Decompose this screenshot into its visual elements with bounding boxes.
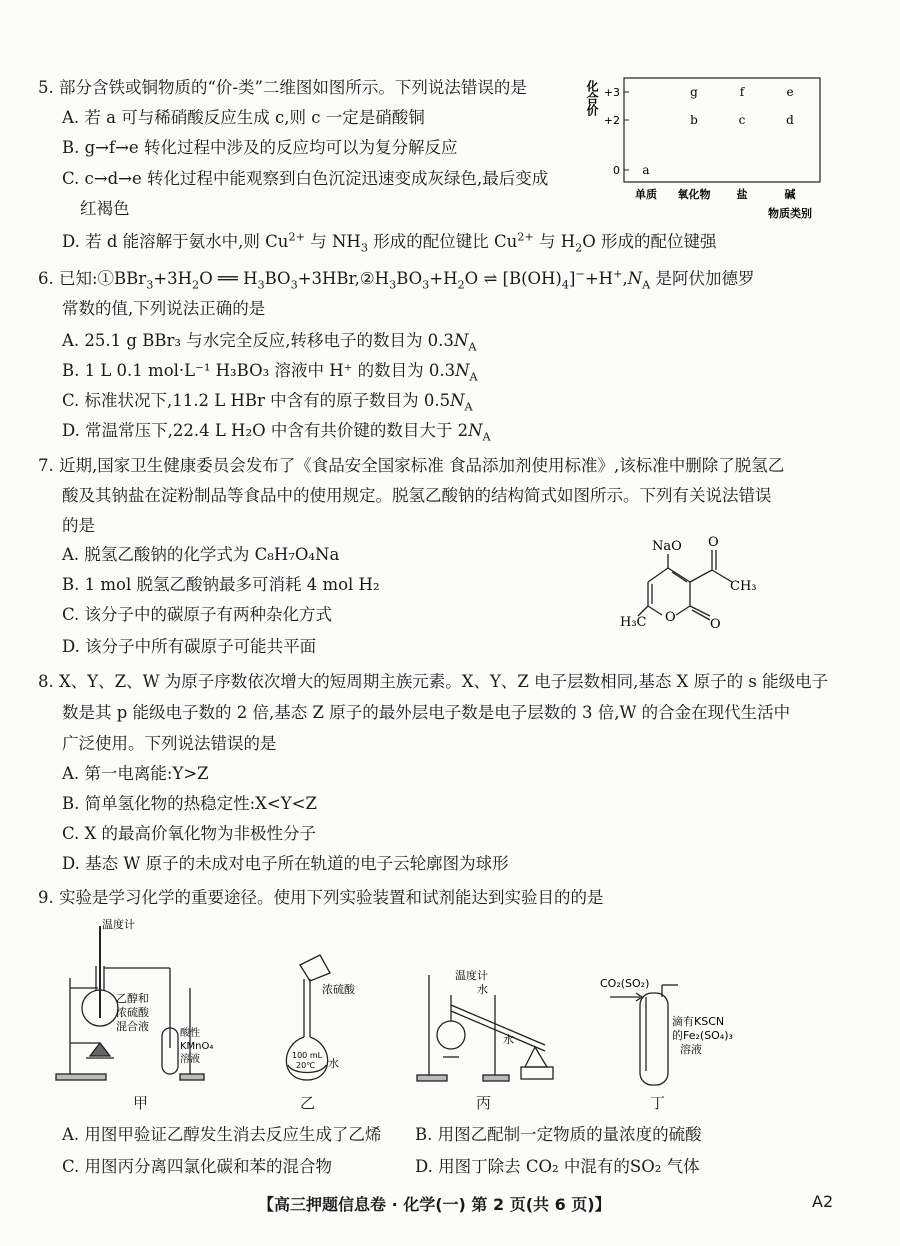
q7-option-b: B. 1 mol 脱氢乙酸钠最多可消耗 4 mol H₂ xyxy=(62,575,380,594)
svg-text:O: O xyxy=(708,535,719,550)
svg-text:100 mL: 100 mL xyxy=(292,1051,323,1060)
svg-text:水: 水 xyxy=(503,1033,514,1046)
q8-stem-line1: 8. X、Y、Z、W 为原子序数依次增大的短周期主族元素。X、Y、Z 电子层数相同,基态 X 原子的 s 能级电子 xyxy=(38,672,829,691)
q7-stem-line2: 酸及其钠盐在淀粉制品等食品中的使用规定。脱氢乙酸钠的结构简式如图所示。下列有关说法错误 xyxy=(62,486,772,505)
q5-option-b: B. g→f→e 转化过程中涉及的反应均可以为复分解反应 xyxy=(62,138,458,157)
q8-stem-line3: 广泛使用。下列说法错误的是 xyxy=(62,734,277,753)
y-tick-label: +2 xyxy=(603,114,620,127)
chart-xlabel: 物质类别 xyxy=(768,207,812,220)
svg-text:溶液: 溶液 xyxy=(180,1054,200,1065)
point-f: f xyxy=(739,85,745,99)
q6-option-a: A. 25.1 g BBr₃ 与水完全反应,转移电子的数目为 $0.3N_A$ xyxy=(62,331,477,354)
paper-code: A2 xyxy=(812,1192,834,1211)
svg-text:H₃C: H₃C xyxy=(620,615,647,630)
svg-text:浓硫酸: 浓硫酸 xyxy=(116,1006,149,1019)
chart-ylabel: 化合价 xyxy=(585,80,599,116)
y-tick-label: 0 xyxy=(613,164,620,177)
caption-jia: 甲 xyxy=(133,1094,149,1112)
x-category-label: 盐 xyxy=(736,188,748,201)
q6-option-d: D. 常温常压下,22.4 L H₂O 中含有共价键的数目大于 $2N_A$ xyxy=(62,421,491,444)
point-g: g xyxy=(690,85,698,99)
svg-text:CO₂(SO₂): CO₂(SO₂) xyxy=(600,977,650,990)
q9-option-d: D. 用图丁除去 CO₂ 中混有的SO₂ 气体 xyxy=(415,1157,700,1176)
q5-option-d: D. 若 d 能溶解于氨水中,则 $Cu^{2+}$ 与 $NH_3$ 形成的配位键比 $Cu^{2+}$ 与 $H_2O$ 形成的配位键强 xyxy=(62,230,717,255)
svg-text:CH₃: CH₃ xyxy=(730,579,757,594)
q7-option-c: C. 该分子中的碳原子有两种杂化方式 xyxy=(62,605,333,624)
svg-text:混合液: 混合液 xyxy=(116,1020,149,1033)
x-category-label: 氧化物 xyxy=(677,188,711,201)
apparatus-ding xyxy=(600,975,750,1085)
valence-category-chart xyxy=(578,70,838,230)
q6-option-b: B. 1 L 0.1 mol·L⁻¹ H₃BO₃ 溶液中 H⁺ 的数目为 $0.3N_A$ xyxy=(62,361,478,384)
q8-option-c: C. X 的最高价氧化物为非极性分子 xyxy=(62,824,317,843)
q7-option-d: D. 该分子中所有碳原子可能共平面 xyxy=(62,637,317,656)
y-tick-label: +3 xyxy=(603,86,620,99)
point-a: a xyxy=(642,163,650,177)
svg-text:溶液: 溶液 xyxy=(680,1043,702,1056)
q9-option-a: A. 用图甲验证乙醇发生消去反应生成了乙烯 xyxy=(62,1125,382,1144)
point-c: c xyxy=(738,113,746,127)
caption-bing: 丙 xyxy=(476,1094,492,1112)
svg-text:温度计: 温度计 xyxy=(455,969,488,982)
svg-text:酸性: 酸性 xyxy=(180,1028,200,1039)
q8-option-a: A. 第一电离能:Y>Z xyxy=(62,764,209,783)
q7-stem-line3: 的是 xyxy=(62,516,95,535)
q8-option-b: B. 简单氢化物的热稳定性:X<Y<Z xyxy=(62,794,317,813)
svg-text:滴有KSCN: 滴有KSCN xyxy=(672,1015,725,1028)
q9-option-b: B. 用图乙配制一定物质的量浓度的硫酸 xyxy=(415,1125,702,1144)
svg-text:NaO: NaO xyxy=(652,539,682,554)
svg-text:浓硫酸: 浓硫酸 xyxy=(322,983,355,996)
apparatus-jia xyxy=(50,918,220,1086)
q9-option-c: C. 用图丙分离四氯化碳和苯的混合物 xyxy=(62,1157,333,1176)
x-category-label: 单质 xyxy=(635,188,657,201)
q8-option-d: D. 基态 W 原子的未成对电子所在轨道的电子云轮廓图为球形 xyxy=(62,854,509,873)
sodium-dehydroacetate-structure xyxy=(620,530,770,635)
svg-text:20℃: 20℃ xyxy=(296,1061,316,1070)
q7-stem-line1: 7. 近期,国家卫生健康委员会发布了《食品安全国家标准 食品添加剂使用标准》,该标准中删除了脱氢乙 xyxy=(38,456,785,475)
svg-text:KMnO₄: KMnO₄ xyxy=(180,1041,214,1052)
caption-yi: 乙 xyxy=(300,1094,316,1112)
q6-stem-line1: 6. 已知$:①BBr_3+3H_2O$ ══ $H_3BO_3+3HBr,②H_3BO_3+H_2O$ ⇌ $[B(OH)_4]^-+H^+,N_A$ 是阿伏加德罗 xyxy=(38,267,755,292)
q6-stem-line2: 常数的值,下列说法正确的是 xyxy=(62,299,266,318)
svg-text:温度计: 温度计 xyxy=(102,918,135,931)
q6-option-c: C. 标准状况下,11.2 L HBr 中含有的原子数目为 $0.5N_A$ xyxy=(62,391,473,414)
svg-text:乙醇和: 乙醇和 xyxy=(116,992,149,1005)
x-category-label: 碱 xyxy=(784,188,796,201)
q9-stem: 9. 实验是学习化学的重要途径。使用下列实验装置和试剂能达到实验目的的是 xyxy=(38,888,604,907)
q8-stem-line2: 数是其 p 能级电子数的 2 倍,基态 Z 原子的最外层电子数是电子层数的 3 倍,W 的合金在现代生活中 xyxy=(62,703,791,722)
q5-stem: 5. 部分含铁或铜物质的“价-类”二维图如图所示。下列说法错误的是 xyxy=(38,78,527,97)
q5-option-c: C. c→d→e 转化过程中能观察到白色沉淀迅速变成灰绿色,最后变成 xyxy=(62,169,549,188)
svg-text:O: O xyxy=(710,617,721,632)
svg-text:O: O xyxy=(665,610,676,625)
svg-text:水: 水 xyxy=(477,983,488,996)
q7-option-a: A. 脱氢乙酸钠的化学式为 C₈H₇O₄Na xyxy=(62,545,340,564)
q5-option-c-cont: 红褐色 xyxy=(80,199,130,218)
point-d: d xyxy=(786,113,794,127)
q5-option-a: A. 若 a 可与稀硝酸反应生成 c,则 c 一定是硝酸铜 xyxy=(62,108,425,127)
svg-text:水: 水 xyxy=(328,1057,339,1070)
point-e: e xyxy=(786,85,794,99)
apparatus-bing xyxy=(415,965,575,1085)
page-footer: 【高三押题信息卷 · 化学(一) 第 2 页(共 6 页)】 xyxy=(258,1195,611,1214)
apparatus-yi xyxy=(270,945,355,1085)
caption-ding: 丁 xyxy=(650,1094,666,1112)
point-b: b xyxy=(690,113,698,127)
svg-text:的Fe₂(SO₄)₃: 的Fe₂(SO₄)₃ xyxy=(672,1029,733,1042)
